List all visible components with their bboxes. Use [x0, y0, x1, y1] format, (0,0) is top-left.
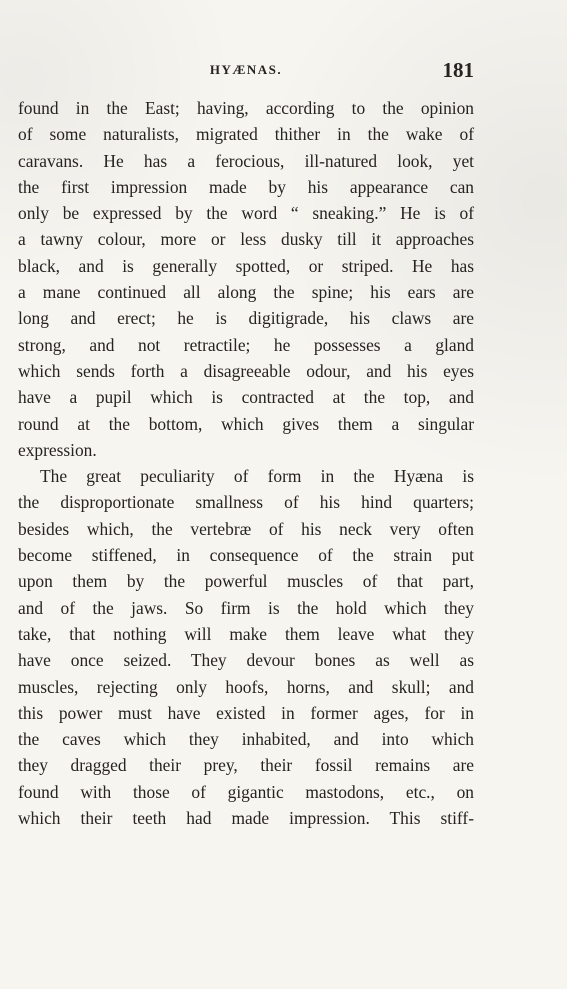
text-line: have once seized. They devour bones as well as [18, 650, 474, 671]
page-number: 181 [442, 58, 474, 82]
text-line: a mane continued all along the spine; his ears are [18, 282, 474, 303]
text-line: muscles, rejecting only hoofs, horns, and skull; and [18, 676, 474, 697]
body-text [18, 95, 474, 831]
text-line: and of the jaws. So firm is the hold which they [18, 597, 474, 618]
text-line: long and erect; he is digitigrade, his claws are [18, 308, 474, 329]
text-line: become stiffened, in consequence of the strain put [18, 545, 474, 566]
text-line: this power must have existed in former ages, for in [18, 702, 474, 723]
running-head [18, 58, 474, 88]
text-line: black, and is generally spotted, or striped. He has [18, 255, 474, 276]
text-line: upon them by the powerful muscles of that part, [18, 571, 474, 592]
text-line: strong, and not retractile; he possesses a gland [18, 334, 474, 355]
text-line: they dragged their prey, their fossil remains are [18, 755, 474, 776]
text-line: the first impression made by his appearance can [18, 176, 474, 197]
text-line: a tawny colour, more or less dusky till it approaches [18, 229, 474, 250]
text-line: only be expressed by the word “ sneaking.” He is of [18, 203, 474, 224]
text-line: caravans. He has a ferocious, ill-natured look, yet [18, 150, 474, 171]
running-title: HYÆNAS. [209, 62, 283, 77]
text-line: found in the East; having, according to the opinion [18, 98, 474, 118]
paragraph-start-line: The great peculiarity of form in the Hyæna is [40, 466, 474, 487]
text-line: which their teeth had made impression. This stiff- [18, 808, 474, 829]
text-line: which sends forth a disagreeable odour, and his eyes [18, 360, 474, 381]
text-line: expression. [18, 439, 97, 460]
text-line: have a pupil which is contracted at the top, and [18, 387, 474, 408]
text-line: of some naturalists, migrated thither in the wake of [18, 124, 474, 145]
text-line: found with those of gigantic mastodons, etc., on [18, 781, 474, 802]
text-line: besides which, the vertebræ of his neck very often [18, 518, 474, 539]
text-line: the disproportionate smallness of his hind quarters; [18, 492, 474, 513]
text-line: take, that nothing will make them leave what they [18, 623, 474, 644]
text-line: the caves which they inhabited, and into which [18, 729, 474, 750]
text-line: round at the bottom, which gives them a singular [18, 413, 474, 434]
